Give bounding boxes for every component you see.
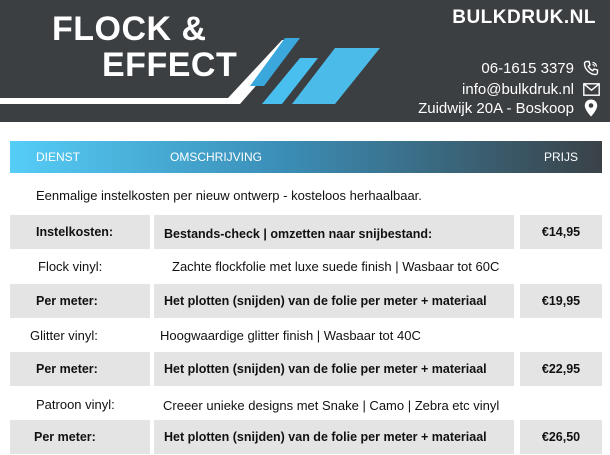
row-description: Het plotten (snijden) van de folie per meter + materiaal [154, 352, 514, 386]
row-label: Per meter: [10, 284, 150, 318]
category-label: Flock vinyl: [38, 259, 103, 274]
contact-phone [481, 59, 600, 77]
category-description: Creeer unieke designs met Snake | Camo | Zebra etc vinyl [163, 398, 500, 413]
row-price: €26,50 [520, 420, 602, 454]
brand-name: BULKDRUK.NL [452, 7, 596, 28]
column-description: OMSCHRIJVING [170, 150, 263, 164]
column-price: PRIJS [544, 150, 579, 164]
column-header-bar [10, 141, 602, 173]
phone-number: 06-1615 3379 [481, 59, 574, 77]
category-description: Hoogwaardige glitter finish | Wasbaar tot 40C [160, 328, 421, 343]
row-label: Instelkosten: [10, 215, 150, 249]
row-label: Per meter: [10, 352, 150, 386]
category-label: Glitter vinyl: [30, 328, 98, 343]
contact-email [462, 80, 600, 98]
row-price: €14,95 [520, 215, 602, 249]
email-address: info@bulkdruk.nl [462, 80, 574, 98]
row-description: Het plotten (snijden) van de folie per meter + materiaal [154, 284, 514, 318]
row-label: Per meter: [10, 420, 150, 454]
title-line-2: EFFECT [102, 46, 238, 84]
address-text: Zuidwijk 20A - Boskoop [418, 99, 574, 117]
phone-icon [582, 59, 600, 77]
intro-text: Eenmalige instelkosten per nieuw ontwerp - kosteloos herhaalbaar. [36, 188, 422, 203]
column-service: DIENST [36, 150, 81, 164]
category-label: Patroon vinyl: [36, 397, 115, 412]
contact-address [418, 99, 600, 117]
header-banner [0, 0, 610, 132]
row-price: €22,95 [520, 352, 602, 386]
category-description: Zachte flockfolie met luxe suede finish | Wasbaar tot 60C [172, 259, 500, 274]
row-price: €19,95 [520, 284, 602, 318]
row-description: Bestands-check | omzetten naar snijbestand: [154, 215, 514, 249]
title-line-1: FLOCK & [52, 10, 207, 48]
location-pin-icon [582, 99, 600, 117]
mail-icon [582, 80, 600, 98]
row-description: Het plotten (snijden) van de folie per meter + materiaal [154, 420, 514, 454]
